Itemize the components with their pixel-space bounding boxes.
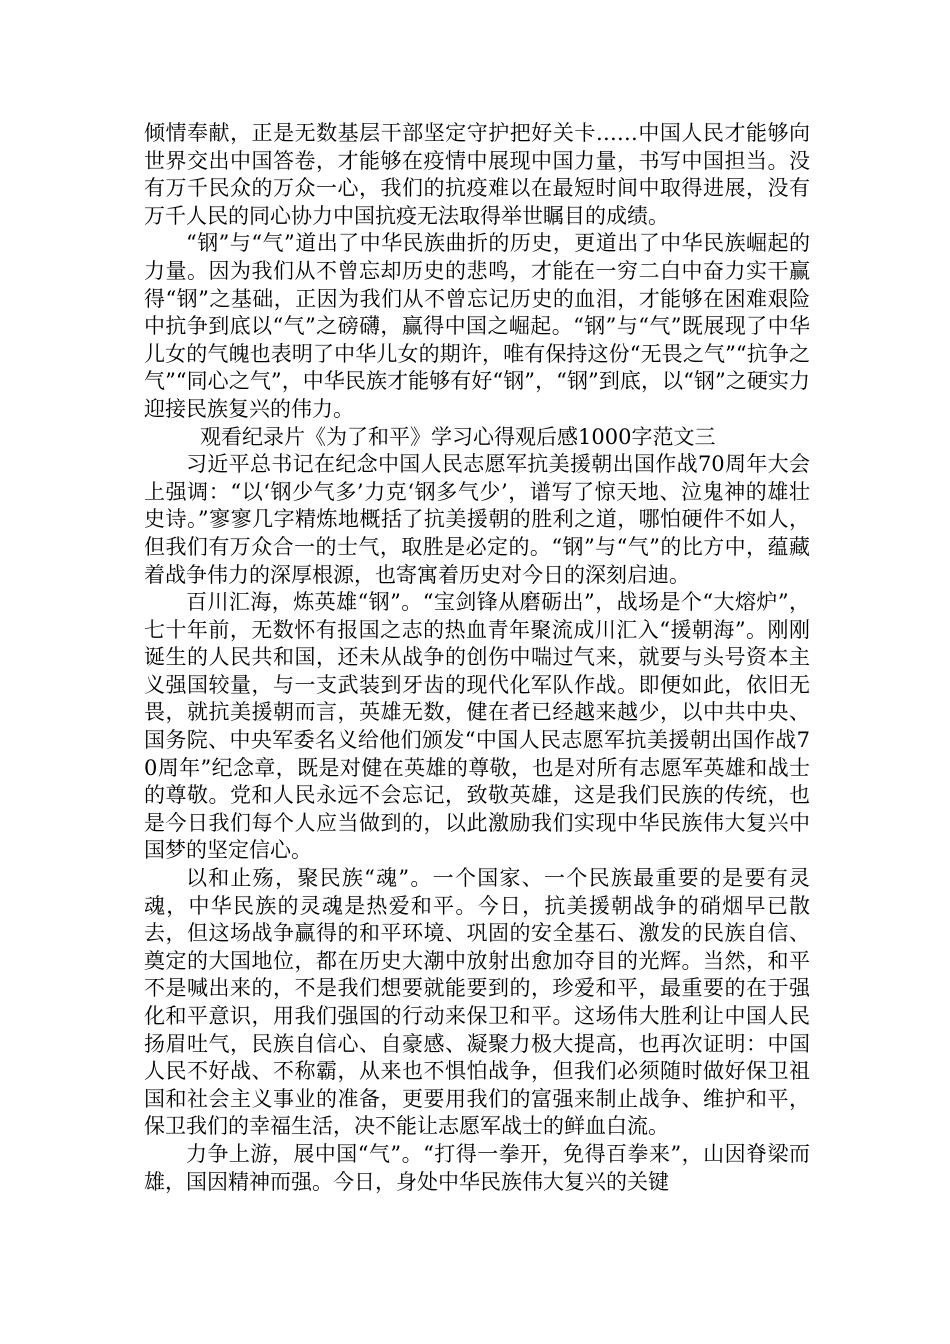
document-page <box>144 120 810 1196</box>
paragraph-body-1: 倾情奉献，正是无数基层干部坚定守护把好关卡……中国人民才能够向世界交出中国答卷，才能够在疫情中展现中国力量，书写中国担当。没有万千民众的万众一心，我们的抗疫难以在最短时间中取得进展，没有万千人民的同心协力中国抗疫无法取得举世瞩目的成绩。 <box>144 121 810 228</box>
paragraph-body-6: 力争上游，展中国“气”。“打得一拳开，免得百拳来”，山因脊梁而雄，国因精神而强。今日，身处中华民族伟大复兴的关键 <box>144 1141 810 1194</box>
paragraph-body-4: 百川汇海，炼英雄“钢”。“宝剑锋从磨砺出”，战场是个“大熔炉”，七十年前，无数怀有报国之志的热血青年聚流成川汇入“援朝海”。刚刚诞生的人民共和国，还未从战争的创伤中喘过气来，就要与头号资本主义强国较量，与一支武装到牙齿的现代化军队作战。即便如此，依旧无畏，就抗美援朝而言，英雄无数，健在者已经越来越少，以中共中央、国务院、中央军委名义给他们颁发“中国人民志愿军抗美援朝出国作战70周年”纪念章，既是对健在英雄的尊敬，也是对所有志愿军英雄和战士的尊敬。党和人民永远不会忘记，致敬英雄，这是我们民族的传统，也是今日我们每个人应当做到的，以此激励我们实现中华民族伟大复兴中国梦的坚定信心。 <box>144 590 810 863</box>
section-heading: 观看纪录片《为了和平》学习心得观后感1000字范文三 <box>200 424 716 449</box>
paragraph-body-3: 习近平总书记在纪念中国人民志愿军抗美援朝出国作战70周年大会上强调：“以‘钢少气多’力克‘钢多气少’，谱写了惊天地、泣鬼神的雄壮史诗。”寥寥几字精炼地概括了抗美援朝的胜利之道，哪怕硬件不如人，但我们有万众合一的士气，取胜是必定的。“钢”与“气”的比方中，蕴藏着战争伟力的深厚根源，也寄寓着历史对今日的深刻启迪。 <box>144 452 810 587</box>
paragraph-body-2: “钢”与“气”道出了中华民族曲折的历史，更道出了中华民族崛起的力量。因为我们从不曾忘却历史的悲鸣，才能在一穷二白中奋力实干赢得“钢”之基础，正因为我们从不曾忘记历史的血泪，才能够在困难艰险中抗争到底以“气”之磅礴，赢得中国之崛起。“钢”与“气”既展现了中华儿女的气魄也表明了中华儿女的期许，唯有保持这份“无畏之气”“抗争之气”“同心之气”，中华民族才能够有好“钢”，“钢”到底，以“钢”之硬实力迎接民族复兴的伟力。 <box>144 231 810 421</box>
paragraph-body-5: 以和止殇，聚民族“魂”。一个国家、一个民族最重要的是要有灵魂，中华民族的灵魂是热爱和平。今日，抗美援朝战争的硝烟早已散去，但这场战争赢得的和平环境、巩固的安全基石、激发的民族自信、奠定的大国地位，都在历史大潮中放射出愈加夺目的光辉。当然，和平不是喊出来的，不是我们想要就能要到的，珍爱和平，最重要的在于强化和平意识，用我们强国的行动来保卫和平。这场伟大胜利让中国人民扬眉吐气，民族自信心、自豪感、凝聚力极大提高，也再次证明：中国人民不好战、不称霸，从来也不惧怕战争，但我们必须随时做好保卫祖国和社会主义事业的准备，更要用我们的富强来制止战争、维护和平，保卫我们的幸福生活，决不能让志愿军战士的鲜血白流。 <box>144 866 810 1139</box>
